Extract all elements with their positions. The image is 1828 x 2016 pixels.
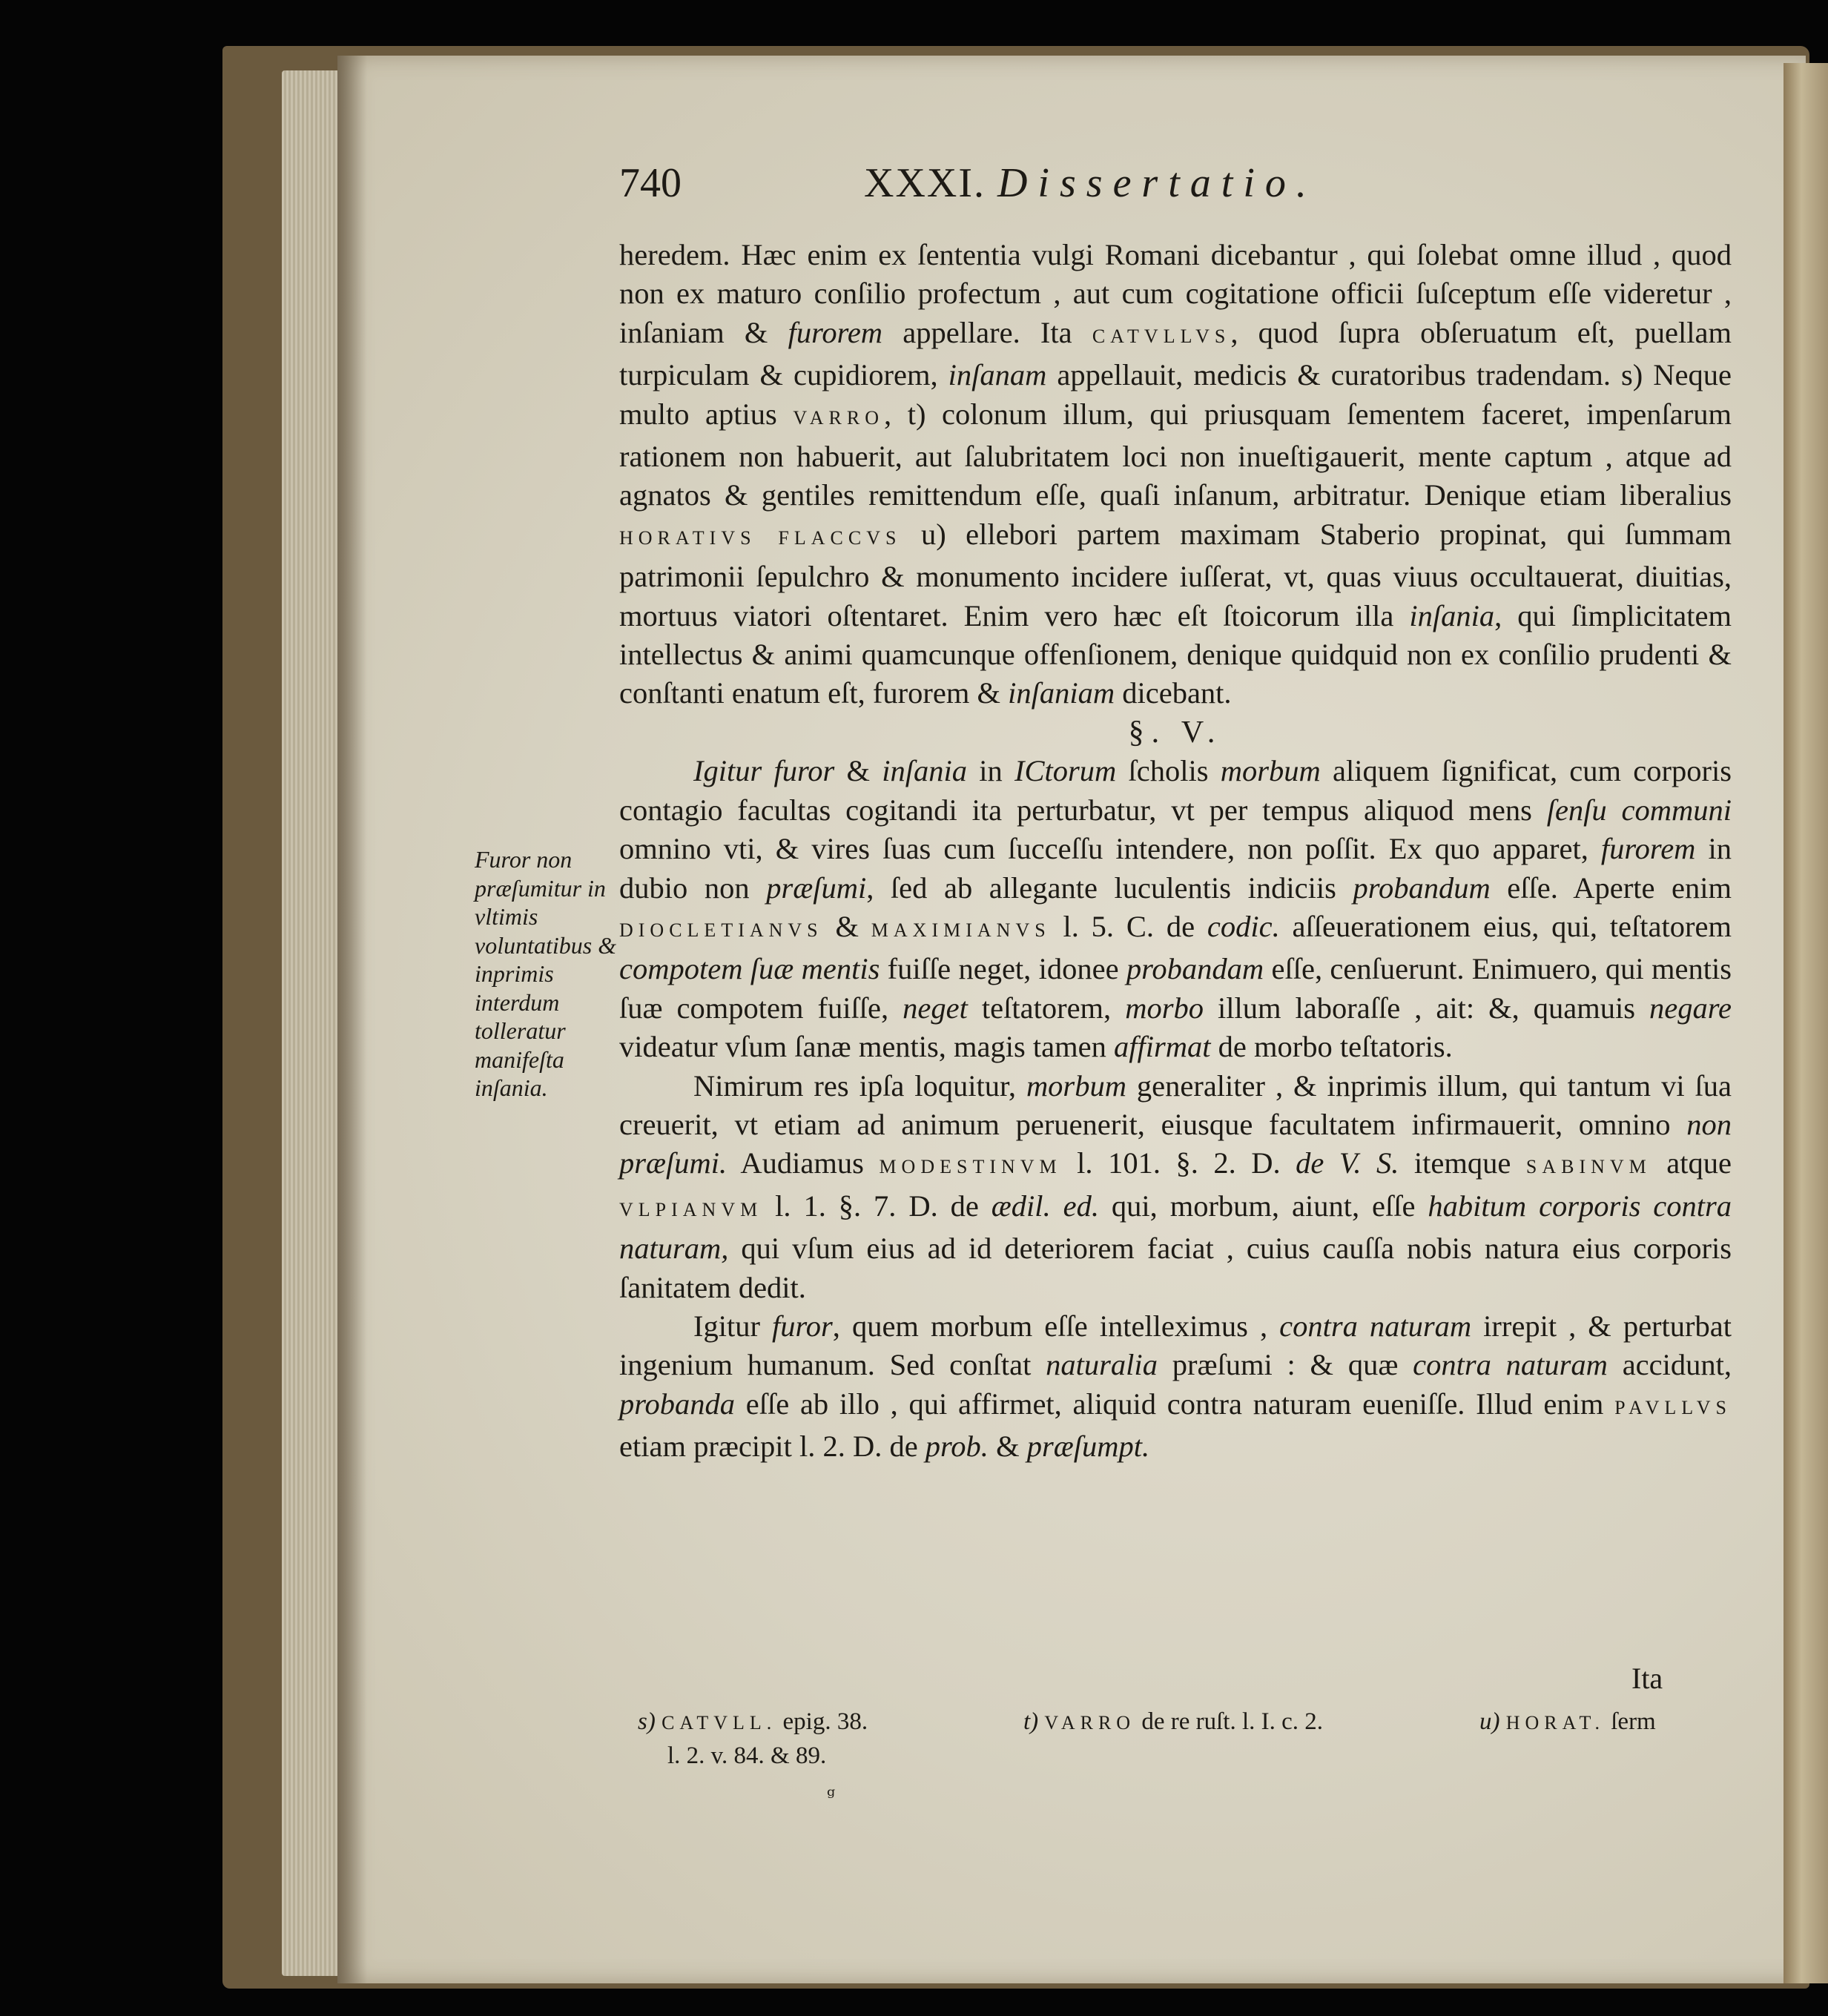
text-run: qui, morbum, aiunt, eſſe	[1098, 1189, 1428, 1223]
text-run: l. 1. §. 7. D. de	[762, 1189, 991, 1223]
italic-term: affirmat	[1114, 1030, 1211, 1064]
italic-term: naturalia	[1046, 1348, 1158, 1382]
text-run: , t) colonum illum, qui priusquam ſementem faceret, impenſarum rationem non habuerit, aut ſalubritatem loci non inueſtigauerit, mente captum , atque ad agnatos & gentiles remittendum eſſe, quaſi inſanum, arbitratur. Denique etiam liberalius	[619, 397, 1732, 512]
text-run: &	[822, 909, 871, 943]
italic-term: morbo	[1125, 991, 1204, 1025]
text-run: præſumi : & quæ	[1157, 1348, 1413, 1382]
catchword: Ita	[1631, 1662, 1663, 1695]
italic-term: præſumpt.	[1026, 1430, 1150, 1464]
italic-term: præſumi	[766, 870, 867, 905]
text-run: in	[967, 754, 1015, 788]
italic-term: ædil. ed.	[991, 1189, 1099, 1223]
margin-note: Furor non præſumitur in vltimis voluntatibus & inprimis interdum tolleratur manifeſta inſania.	[475, 846, 617, 1101]
text-run: u) ellebori partem maximam Staberio propinat, qui ſummam patrimonii ſepulchro & monumento incidere iuſſerat, vt, quas viuus occultauerat, diuitias, mortuus viatori oſtentaret. Enim vero hæc eſt ſtoicorum illa	[619, 517, 1732, 632]
italic-term: contra naturam	[1413, 1348, 1608, 1382]
body-text	[619, 236, 1732, 1467]
text-run: , quod ſupra obſeruatum eſt, puellam turpiculam & cupidiorem,	[619, 315, 1732, 392]
footnote-s-continued: l. 2. v. 84. & 89.	[667, 1742, 827, 1769]
author-name: VLPIANVM	[619, 1198, 763, 1220]
text-run: l. 101. §. 2. D.	[1061, 1146, 1296, 1180]
author-name: DIOCLETIANVS	[619, 919, 823, 941]
italic-term: inſanam	[948, 358, 1047, 392]
facing-page-edge	[1784, 63, 1828, 1983]
italic-term: Igitur furor	[693, 754, 835, 788]
page-header	[619, 159, 1732, 219]
text-run: etiam præcipit l. 2. D. de	[619, 1430, 925, 1464]
text-run: illum laboraſſe , ait: &, quamuis	[1203, 991, 1650, 1025]
text-run: aliquem ſignificat, cum corporis contagio facultas cogitandi ita perturbatur, vt per tempus aliquod mens	[619, 754, 1732, 827]
text-run: in dubio non	[619, 832, 1732, 905]
author-name: PAVLLVS	[1614, 1396, 1732, 1418]
italic-term: prob.	[925, 1430, 989, 1464]
running-head	[864, 159, 1317, 207]
signature-mark: ᵍ	[827, 1783, 836, 1808]
italic-term: furorem	[788, 315, 883, 349]
page-number: 740	[619, 160, 682, 206]
italic-term: morbum	[1220, 754, 1321, 788]
section-heading: §. V.	[1128, 715, 1223, 750]
footnote-s-author: CATVLL.	[661, 1712, 777, 1734]
paragraph	[619, 1067, 1732, 1307]
footnote-s-label: s)	[638, 1708, 656, 1735]
italic-term: compotem ſuæ mentis	[619, 952, 880, 986]
author-name: HORATIVS FLACCVS	[619, 526, 902, 549]
italic-term: inſaniam	[1008, 676, 1115, 710]
italic-term: negare	[1649, 991, 1732, 1025]
italic-term: inſania	[1409, 598, 1495, 632]
italic-term: ICtorum	[1014, 754, 1117, 788]
text-run: appellauit, medicis & curatoribus tradendam. s) Neque multo aptius	[619, 358, 1732, 431]
italic-term: inſania	[882, 754, 968, 788]
text-run: ſcholis	[1116, 754, 1221, 788]
text-run: , ſed ab allegante luculentis indiciis	[866, 870, 1353, 905]
footnote-t-author: VARRO	[1044, 1712, 1136, 1734]
text-run: teſtatorem,	[967, 991, 1126, 1025]
italic-term: probanda	[619, 1387, 736, 1421]
text-run: omnino vti, & vires ſuas cum ſucceſſu intendere, non poſſit. Ex quo apparet,	[619, 832, 1601, 866]
author-name: MAXIMIANVS	[871, 919, 1051, 941]
text-run: irrepit , & perturbat ingenium humanum. Sed conſtat	[619, 1309, 1732, 1382]
italic-term: contra naturam	[1279, 1309, 1472, 1343]
text-run: videatur vſum ſanæ mentis, magis tamen	[619, 1030, 1115, 1064]
author-name: CATVLLVS	[1092, 325, 1231, 347]
italic-term: codic.	[1207, 909, 1280, 943]
footnote-s	[638, 1705, 868, 1739]
author-name: SABINVM	[1525, 1156, 1652, 1178]
italic-term: ſenſu communi	[1546, 793, 1732, 827]
footnote-s-ref: epig. 38.	[776, 1708, 868, 1735]
italic-term: non præſumi.	[619, 1107, 1732, 1180]
text-run: appellare. Ita	[882, 315, 1092, 349]
italic-term: neget	[903, 991, 968, 1025]
italic-term: de V. S.	[1296, 1146, 1399, 1180]
text-run: , quem morbum eſſe intelleximus ,	[832, 1309, 1280, 1343]
text-run: accidunt,	[1607, 1348, 1732, 1382]
italic-term: morbum	[1026, 1068, 1126, 1103]
text-run: heredem. Hæc enim ex ſententia vulgi Romani dicebantur , qui ſolebat omne illud , quod non ex maturo conſilio profectum , aut cum cogitatione officii ſuſceptum eſſe videretur , inſaniam &	[619, 238, 1732, 349]
italic-term: furorem	[1600, 832, 1696, 866]
text-run: , qui ſimplicitatem intellectus & animi quamcunque offenſionem, denique quidquid non ex conſilio prudenti & conſtanti enatum eſt, furorem &	[619, 598, 1732, 710]
text-run: itemque	[1399, 1146, 1526, 1180]
footnote-t-label: t)	[1023, 1708, 1039, 1735]
footnote-u-label: u)	[1479, 1708, 1500, 1735]
text-run: qui vſum eius ad id deteriorem faciat , cuius cauſſa nobis natura eius corporis ſanitatem dedit.	[619, 1232, 1732, 1304]
footnote-u	[1479, 1705, 1656, 1739]
paragraph	[619, 236, 1732, 713]
author-name: VARRO	[793, 406, 885, 429]
running-head-title: Dissertatio.	[997, 160, 1317, 206]
text-run: eſſe, cenſuerunt. Enimuero, qui mentis ſuæ compotem fuiſſe,	[619, 952, 1732, 1025]
text-run: eſſe. Aperte enim	[1490, 870, 1732, 905]
text-run: aſſeuerationem eius, qui, teſtatorem	[1279, 909, 1732, 943]
italic-term: furor	[772, 1309, 833, 1343]
running-head-number: XXXI.	[864, 160, 986, 206]
text-run: atque	[1651, 1146, 1732, 1180]
text-run: dicebant.	[1115, 676, 1232, 710]
text-run: generaliter , & inprimis illum, qui tantum vi ſua creuerit, vt etiam ad animum peruenerit, eiusque facultatem infirmauerit, omnino	[619, 1068, 1732, 1141]
text-run: Nimirum res ipſa loquitur,	[693, 1068, 1026, 1103]
text-run: eſſe ab illo , qui affirmet, aliquid contra naturam eueniſſe. Illud enim	[735, 1387, 1615, 1421]
gutter-shadow	[337, 56, 367, 1983]
italic-term: habitum corporis contra naturam,	[619, 1189, 1732, 1266]
footnote-u-ref: ſerm	[1605, 1708, 1656, 1735]
text-run: fuiſſe neget, idonee	[880, 952, 1126, 986]
text-run: Igitur	[693, 1309, 773, 1343]
text-run: &	[988, 1430, 1027, 1464]
text-run: de morbo teſtatoris.	[1210, 1030, 1453, 1064]
paragraph	[619, 1307, 1732, 1467]
italic-term: probandum	[1353, 870, 1491, 905]
text-run: l. 5. C. de	[1050, 909, 1207, 943]
text-run: Audiamus	[727, 1146, 880, 1180]
footnote-t	[1023, 1705, 1323, 1739]
author-name: MODESTINVM	[879, 1156, 1062, 1178]
italic-term: probandam	[1126, 952, 1264, 986]
footnote-u-author: HORAT.	[1505, 1712, 1605, 1734]
text-run: &	[834, 754, 882, 788]
footnote-t-ref: de re ruſt. l. I. c. 2.	[1135, 1708, 1324, 1735]
paragraph	[619, 752, 1732, 1066]
